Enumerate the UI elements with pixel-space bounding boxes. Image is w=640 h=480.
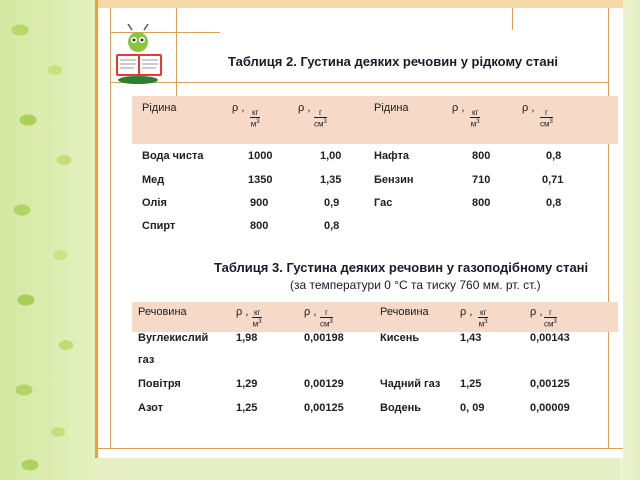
frame-line	[176, 8, 177, 108]
table2-title: Таблиця 2. Густина деяких речовин у рідкому стані	[228, 54, 559, 69]
row-kg: 900	[250, 197, 269, 209]
unit-kg-m3: кг $м^3$	[470, 108, 480, 129]
row-kg-2: 0, 09	[460, 402, 485, 414]
unit-kg-m3: кг $м^3$	[252, 308, 262, 329]
leaf-background	[0, 0, 95, 480]
right-margin	[620, 0, 640, 480]
row-g-2: 0,71	[542, 174, 564, 186]
row-name: Мед	[142, 174, 165, 186]
table2-col-liquid: Рідина	[142, 102, 177, 114]
frame-line	[110, 82, 608, 83]
row-kg: 1000	[248, 150, 273, 162]
frame-line	[512, 8, 513, 30]
row-kg-2: 1,25	[460, 378, 482, 390]
slide	[95, 0, 623, 458]
unit-kg-m3: кг $м^3$	[478, 308, 488, 329]
frame-line	[98, 448, 623, 449]
row-kg-2: 800	[472, 197, 491, 209]
row-g-2: 0,00143	[530, 332, 570, 344]
table2-col-rho-kg: ρ ,	[232, 102, 245, 114]
unit-g-cm3: г $см^3$	[540, 108, 553, 129]
row-name: Спирт	[142, 220, 176, 232]
table3-col-rho-g: ρ ,	[304, 306, 317, 318]
table3-col-rho-g-2: ρ ,	[530, 306, 543, 318]
top-band	[98, 0, 623, 8]
table2-col-liquid-2: Рідина	[374, 102, 409, 114]
row-kg-2: 800	[472, 150, 491, 162]
row-name: Олія	[142, 197, 167, 209]
row-name: Повітря	[138, 378, 181, 390]
row-g-2: 0,8	[546, 150, 562, 162]
row-name-2: Бензин	[374, 174, 414, 186]
row-name-2: Водень	[380, 402, 422, 414]
table3-col-rho-kg: ρ ,	[236, 306, 249, 318]
row-name-2: Гас	[374, 197, 393, 209]
row-g: 0,00129	[304, 378, 344, 390]
table2-col-rho-g-2: ρ ,	[522, 102, 535, 114]
row-g-2: 0,8	[546, 197, 562, 209]
table3-title: Таблиця 3. Густина деяких речовин у газоподібному стані	[214, 260, 589, 275]
row-g: 1,35	[320, 174, 342, 186]
table3-col-substance: Речовина	[138, 306, 187, 318]
table3-subtitle: (за температури 0 °С та тиску 760 мм. рт. ст.)	[290, 278, 541, 292]
row-kg: 1,25	[236, 402, 258, 414]
bottom-margin	[95, 458, 620, 480]
row-g: 0,00125	[304, 402, 344, 414]
row-g: 1,00	[320, 150, 342, 162]
row-name: Вода чиста	[142, 150, 204, 162]
table3-col-substance-2: Речовина	[380, 306, 429, 318]
table3-col-rho-kg-2: ρ ,	[460, 306, 473, 318]
table2-col-rho-kg-2: ρ ,	[452, 102, 465, 114]
row-kg: 1,98	[236, 332, 258, 344]
row-kg-2: 1,43	[460, 332, 482, 344]
row-name: Вуглекислий	[138, 332, 209, 344]
row-kg: 1,29	[236, 378, 258, 390]
row-kg: 1350	[248, 174, 273, 186]
row-name-2: Кисень	[380, 332, 420, 344]
unit-g-cm3: г $см^3$	[314, 108, 327, 129]
row-g: 0,8	[324, 220, 340, 232]
row-kg-2: 710	[472, 174, 491, 186]
row-g-2: 0,00125	[530, 378, 570, 390]
row-kg: 800	[250, 220, 269, 232]
row-name: Азот	[138, 402, 163, 414]
unit-g-cm3: г $см^3$	[544, 308, 557, 329]
row-g-2: 0,00009	[530, 402, 570, 414]
frame-line	[608, 8, 609, 448]
table2-col-rho-g: ρ ,	[298, 102, 311, 114]
row-g: 0,00198	[304, 332, 344, 344]
unit-g-cm3: г $см^3$	[320, 308, 333, 329]
reading-caterpillar-icon	[108, 24, 172, 88]
unit-kg-m3: кг $м^3$	[250, 108, 260, 129]
row-name-2: Чадний газ	[380, 378, 441, 390]
row-name-cont: газ	[138, 354, 155, 366]
row-name-2: Нафта	[374, 150, 410, 162]
row-g: 0,9	[324, 197, 340, 209]
